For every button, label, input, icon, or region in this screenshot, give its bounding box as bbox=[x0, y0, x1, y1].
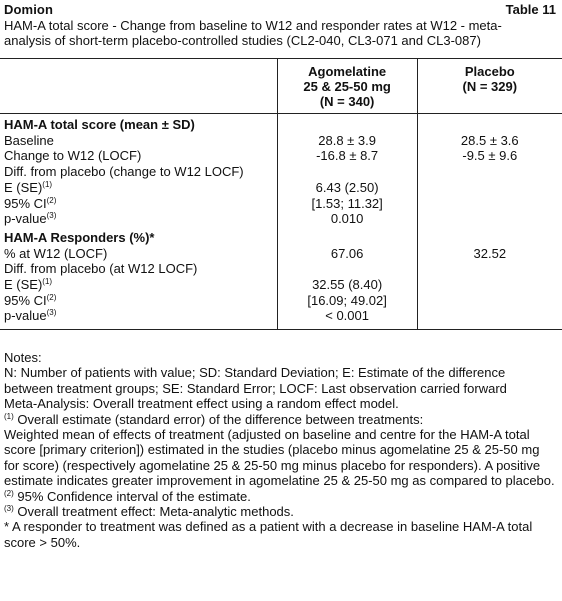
footnote-marker: (3) bbox=[46, 211, 57, 221]
header-placebo-line: Placebo bbox=[464, 64, 515, 79]
footnote-3 bbox=[4, 504, 556, 519]
placebo-cell bbox=[417, 293, 562, 309]
row-label: HAM-A Responders (%)* bbox=[4, 229, 155, 245]
table-row bbox=[0, 227, 562, 246]
agomelatine-cell: [1.53; 11.32] bbox=[277, 196, 417, 212]
responder-definition: * A responder to treatment was defined as a patient with a decrease in baseline HAM-A total score > 50%. bbox=[4, 519, 533, 550]
header-agomelatine-line: 25 & 25-50 mg bbox=[303, 79, 391, 94]
row-label-cell bbox=[0, 211, 277, 227]
agomelatine-cell bbox=[277, 227, 417, 246]
row-label: HAM-A total score (mean ± SD) bbox=[4, 117, 195, 132]
placebo-cell bbox=[417, 196, 562, 212]
agomelatine-cell: -16.8 ± 8.7 bbox=[277, 148, 417, 164]
row-label: Diff. from placebo (at W12 LOCF) bbox=[4, 261, 198, 277]
placebo-cell bbox=[417, 114, 562, 133]
table-number: Table 11 bbox=[505, 2, 556, 17]
table-row bbox=[0, 293, 562, 309]
footnote-text: Overall treatment effect: Meta-analytic methods. bbox=[13, 504, 294, 520]
header-placebo-line: (N = 329) bbox=[462, 79, 518, 94]
table-row bbox=[0, 277, 562, 293]
footnote-marker: (3) bbox=[46, 308, 57, 318]
row-label-cell bbox=[0, 308, 277, 329]
row-label-cell bbox=[0, 180, 277, 196]
placebo-cell bbox=[417, 227, 562, 246]
notes-abbreviations: N: Number of patients with value; SD: Standard Deviation; E: Estimate of the difference between treatment groups; SE: Standard Error; LOCF: Last observation carried forward bbox=[4, 365, 507, 396]
caption-line: analysis of short-term placebo-controlled studies (CL2-040, CL3-071 and CL3-087) bbox=[4, 33, 481, 48]
row-label: E (SE) bbox=[4, 277, 43, 293]
placebo-cell bbox=[417, 261, 562, 277]
footnote-text: 95% Confidence interval of the estimate. bbox=[13, 488, 251, 504]
table-row bbox=[0, 148, 562, 164]
header-agomelatine-line: Agomelatine bbox=[308, 64, 387, 79]
table-row bbox=[0, 196, 562, 212]
row-label: p-value bbox=[4, 211, 47, 227]
row-label: Baseline bbox=[4, 132, 54, 148]
footnote-marker: (3) bbox=[4, 504, 14, 514]
row-label: Change to W12 (LOCF) bbox=[4, 148, 142, 164]
header-label-cell bbox=[0, 59, 277, 114]
footnote-marker: (2) bbox=[46, 195, 57, 205]
placebo-cell: 32.52 bbox=[417, 246, 562, 262]
notes-meta-analysis: Meta-Analysis: Overall treatment effect using a random effect model. bbox=[4, 396, 399, 412]
footnote-2 bbox=[4, 489, 556, 504]
table-row bbox=[0, 180, 562, 196]
placebo-cell bbox=[417, 211, 562, 227]
row-label-cell bbox=[0, 293, 277, 309]
placebo-cell bbox=[417, 164, 562, 180]
placebo-cell: 28.5 ± 3.6 bbox=[417, 133, 562, 149]
table-row bbox=[0, 114, 562, 133]
agomelatine-cell: 0.010 bbox=[277, 211, 417, 227]
notes-title: Notes: bbox=[4, 350, 42, 365]
agomelatine-cell: 6.43 (2.50) bbox=[277, 180, 417, 196]
agomelatine-cell bbox=[277, 261, 417, 277]
agomelatine-cell: 32.55 (8.40) bbox=[277, 277, 417, 293]
footnote-marker: (1) bbox=[42, 277, 53, 287]
header-agomelatine bbox=[277, 59, 417, 114]
placebo-cell bbox=[417, 308, 562, 329]
footnote-text: Overall estimate (standard error) of the difference between treatments: bbox=[13, 411, 424, 427]
table-header-row bbox=[0, 59, 562, 114]
table-row bbox=[0, 133, 562, 149]
agomelatine-cell: < 0.001 bbox=[277, 308, 417, 329]
table-row bbox=[0, 211, 562, 227]
footnote-marker: (1) bbox=[42, 179, 53, 189]
table-row bbox=[0, 261, 562, 277]
footnote-1-detail: Weighted mean of effects of treatment (adjusted on baseline and centre for the HAM-A total score [primary criterion]) estimated in the studies (placebo minus agomelatine 25 & 25-50 mg for score) (respectively agomelatine 25 & 25-50 mg minus placebo for responders). A positive estimate indicates greater improvement in agomelatine 25 & 25-50 mg as compared to placebo. bbox=[4, 427, 555, 489]
footnote-marker: (2) bbox=[4, 488, 14, 498]
row-label: p-value bbox=[4, 308, 47, 324]
agomelatine-cell: 67.06 bbox=[277, 246, 417, 262]
table-notes bbox=[4, 350, 556, 550]
agomelatine-cell bbox=[277, 114, 417, 133]
agomelatine-cell: 28.8 ± 3.9 bbox=[277, 133, 417, 149]
brand-name: Domion bbox=[4, 2, 53, 17]
row-label: Diff. from placebo (change to W12 LOCF) bbox=[4, 164, 244, 180]
footnote-1 bbox=[4, 412, 556, 427]
header-agomelatine-line: (N = 340) bbox=[319, 94, 375, 109]
footnote-marker: (2) bbox=[46, 292, 57, 302]
caption-line: HAM-A total score - Change from baseline to W12 and responder rates at W12 - meta- bbox=[4, 18, 502, 33]
document-header bbox=[4, 2, 558, 18]
placebo-cell bbox=[417, 277, 562, 293]
results-table bbox=[0, 58, 562, 330]
agomelatine-cell bbox=[277, 164, 417, 180]
placebo-cell bbox=[417, 180, 562, 196]
row-label: % at W12 (LOCF) bbox=[4, 245, 108, 261]
header-placebo bbox=[417, 59, 562, 114]
table-row bbox=[0, 164, 562, 180]
footnote-marker: (1) bbox=[4, 411, 14, 421]
row-label: 95% CI bbox=[4, 195, 47, 211]
row-label: 95% CI bbox=[4, 292, 47, 308]
table-row bbox=[0, 308, 562, 329]
table-row bbox=[0, 246, 562, 262]
table-caption bbox=[4, 18, 558, 48]
row-label-cell bbox=[0, 277, 277, 293]
placebo-cell: -9.5 ± 9.6 bbox=[417, 148, 562, 164]
agomelatine-cell: [16.09; 49.02] bbox=[277, 293, 417, 309]
row-label-cell bbox=[0, 196, 277, 212]
row-label: E (SE) bbox=[4, 179, 43, 195]
